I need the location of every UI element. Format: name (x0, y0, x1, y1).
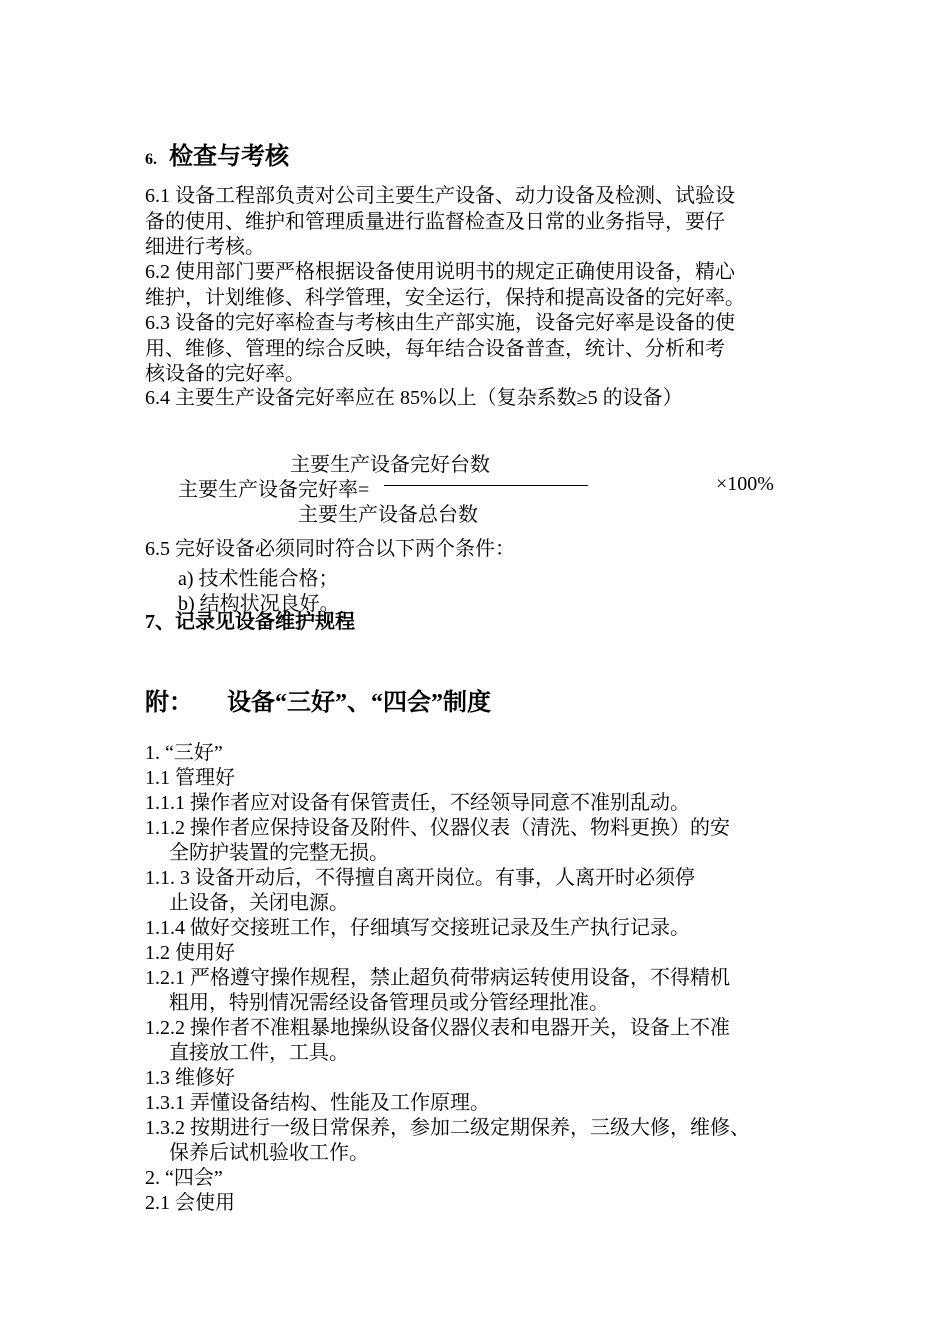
appendix-heading (145, 682, 491, 717)
formula-numerator: 主要生产设备完好台数 (290, 454, 490, 476)
list-item: 2. “四会” (145, 1167, 223, 1189)
list-item-continuation: 直接放工件，工具。 (169, 1042, 349, 1064)
list-item: 1.2.2 操作者不准粗暴地操纵设备仪器仪表和电器开关，设备上不准 (145, 1017, 730, 1039)
paragraph-line: 维护，计划维修、科学管理，安全运行，保持和提高设备的完好率。 (145, 286, 745, 309)
paragraph-6-2 (145, 260, 745, 311)
list-item: 1.3.1 弄懂设备结构、性能及工作原理。 (145, 1092, 490, 1114)
section-7-heading: 7、记录见设备维护规程 (145, 611, 355, 633)
list-item: 1.1.2 操作者应保持设备及附件、仪器仪表（清洗、物料更换）的安 (145, 817, 730, 839)
formula-denominator: 主要生产设备总台数 (298, 504, 478, 526)
paragraph-line: 6.3 设备的完好率检查与考核由生产部实施，设备完好率是设备的使 (145, 312, 735, 334)
section-6-number: 6. (145, 151, 157, 168)
appendix-title: 设备“三好”、“四会”制度 (227, 690, 491, 716)
list-item: 2.1 会使用 (145, 1192, 235, 1214)
section-6-title: 检查与考核 (169, 144, 289, 170)
list-item-continuation: 止设备，关闭电源。 (169, 892, 349, 914)
paragraph-line: 备的使用、维护和管理质量进行监督检查及日常的业务指导，要仔 (145, 210, 725, 233)
condition-a: a) 技术性能合格； (178, 568, 339, 590)
paragraph-line: 6.2 使用部门要严格根据设备使用说明书的规定正确使用设备，精心 (145, 261, 735, 283)
list-item-continuation: 全防护装置的完整无损。 (169, 842, 389, 864)
list-item: 1.3 维修好 (145, 1067, 235, 1089)
list-item: 1. “三好” (145, 742, 223, 764)
list-item: 1.1. 3 设备开动后，不得擅自离开岗位。有事，人离开时必须停 (145, 867, 695, 889)
formula-multiplier: ×100% (716, 473, 774, 495)
section-6-heading (145, 136, 289, 171)
condition-b: b) 结构状况良好。 (178, 593, 340, 615)
paragraph-6-4: 6.4 主要生产设备完好率应在 85%以上（复杂系数≥5 的设备） (145, 387, 683, 409)
formula-fraction-bar (384, 485, 588, 486)
paragraph-line: 核设备的完好率。 (145, 363, 305, 385)
list-item: 1.1 管理好 (145, 767, 235, 789)
paragraph-line: 用、维修、管理的综合反映，每年结合设备普查，统计、分析和考 (145, 337, 725, 360)
list-item-continuation: 粗用，特别情况需经设备管理员或分管经理批准。 (169, 992, 609, 1014)
list-item: 1.1.4 做好交接班工作，仔细填写交接班记录及生产执行记录。 (145, 917, 690, 939)
list-item: 1.2.1 严格遵守操作规程，禁止超负荷带病运转使用设备，不得精机 (145, 967, 730, 989)
paragraph-line: 6.1 设备工程部负责对公司主要生产设备、动力设备及检测、试验设 (145, 185, 735, 207)
list-item: 1.3.2 按期进行一级日常保养，参加二级定期保养，三级大修，维修、 (145, 1117, 750, 1139)
paragraph-6-5: 6.5 完好设备必须同时符合以下两个条件： (145, 538, 515, 560)
list-item: 1.1.1 操作者应对设备有保管责任，不经领导同意不准别乱动。 (145, 792, 690, 814)
formula-label: 主要生产设备完好率= (178, 479, 370, 501)
paragraph-6-3 (145, 311, 735, 388)
appendix-label: 附： (145, 690, 193, 716)
list-item: 1.2 使用好 (145, 942, 235, 964)
paragraph-line: 细进行考核。 (145, 236, 265, 258)
paragraph-6-1 (145, 184, 735, 261)
list-item-continuation: 保养后试机验收工作。 (169, 1142, 369, 1164)
